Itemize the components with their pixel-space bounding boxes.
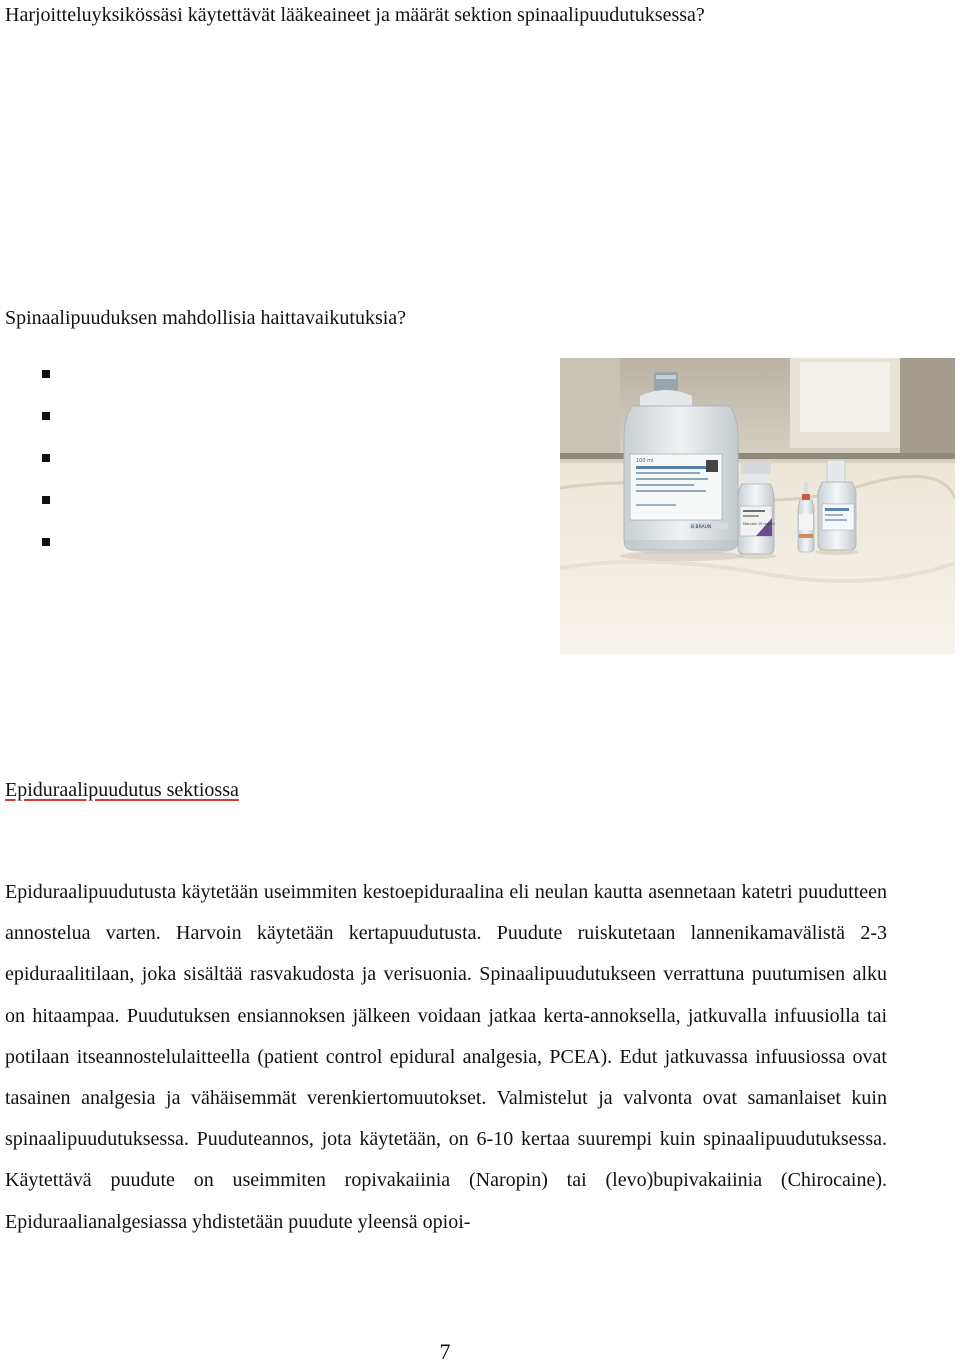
bullet-marker — [42, 496, 50, 504]
bullet-marker — [42, 370, 50, 378]
bag-label-volume: 100 ml — [636, 458, 654, 464]
medication-photo-illustration — [560, 358, 955, 654]
section-paragraph: Epiduraalipuudutusta käytetään useimmiten kestoepiduraalina eli neulan kautta asennetaan katetri puudutteen annostelua varten. Harvoin käytetään kertapuudutusta. Puudute ruiskutetaan lannenikamavälistä 2-3 epiduraalitilaan, joka sisältää rasvakudosta ja verisuonia. Spinaalipuudutukseen verrattuna puutumisen alku on hitaampaa. Puudutuksen ensiannoksen jälkeen voidaan jatkaa kerta-annoksella, jatkuvalla infuusiolla tai potilaan itseannostelulaitteella (patient control epidural analgesia, PCEA). Edut jatkuvassa infuusiossa ovat tasainen analgesia ja vähäisemmät verenkiertomuutokset. Valmistelut ja valvonta ovat samanlaiset kuin spinaalipuudutuksessa. Puuduteannos, jota käytetään, on 6-10 kertaa suurempi kuin spinaalipuudutuksessa. Käytettävä puudute on useimmiten ropivakaiinia (Naropin) tai (levo)bupivakaiinia (Chirocaine). Epiduraalianalgesiassa yhdistetään puudute yleensä opioi- — [5, 881, 887, 1233]
empty-bullet-list — [42, 370, 50, 580]
medication-photo — [560, 358, 955, 654]
bullet-marker — [42, 454, 50, 462]
question-side-effects: Spinaalipuuduksen mahdollisia haittavaikutuksia? — [5, 307, 407, 329]
page-number: 7 — [439, 1339, 451, 1364]
bag-label-brand: B BRAUN — [691, 525, 712, 530]
section-heading: Epiduraalipuudutus sektiossa — [5, 779, 239, 801]
question-drugs: Harjoitteluyksikössäsi käytettävät lääkeaineet ja määrät sektion spinaalipuudutuksessa? — [5, 4, 705, 26]
bullet-marker — [42, 412, 50, 420]
vial-label-text: Marcain 10 mg/ml — [743, 522, 775, 526]
bullet-marker — [42, 538, 50, 546]
